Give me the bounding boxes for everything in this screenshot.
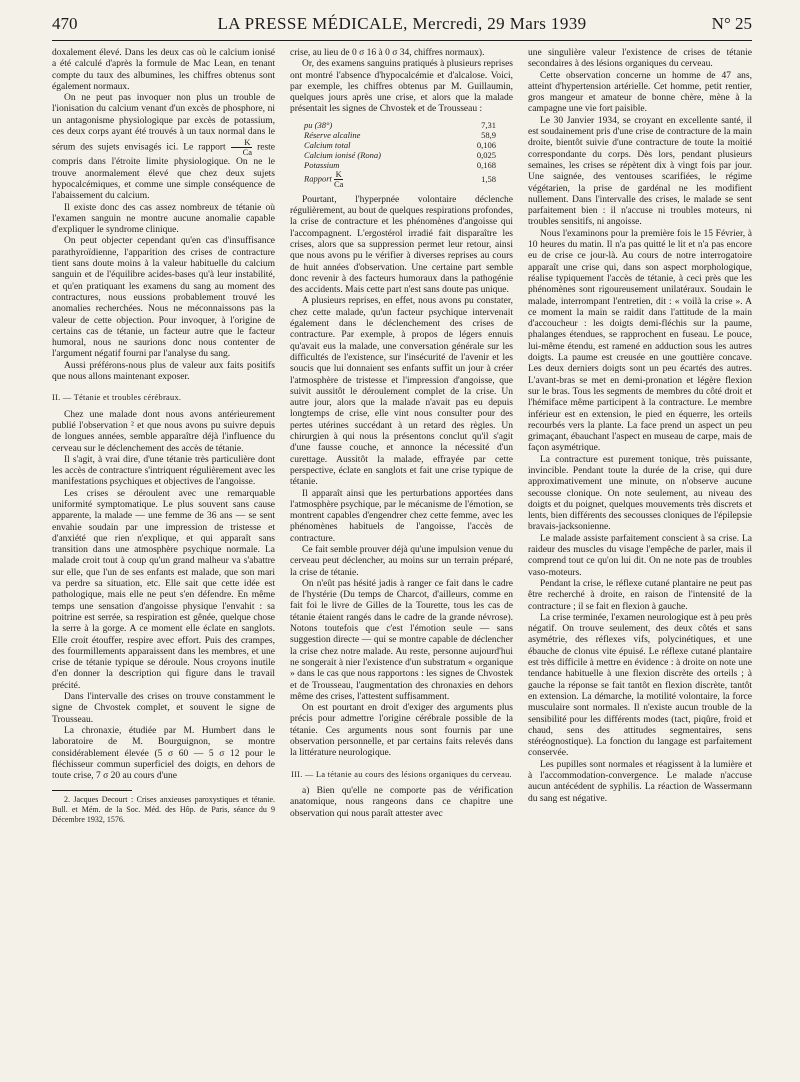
section-heading: III. — La tétanie au cours des lésions organiques du cerveau. [291, 769, 512, 779]
paragraph: Il apparaît ainsi que les perturbations apportées dans l'atmosphère psychique, par le mécanisme de l'émotion, se montrent capables d'engendrer chez cette femme, avec les phénomènes habituels de l'angoisse, l'accès de contracture. [290, 488, 513, 544]
column-1 [52, 48, 275, 825]
paragraph: une singulière valeur l'existence de crises de tétanie secondaires à des lésions organiques du cerveau. [528, 48, 752, 70]
paragraph: Il existe donc des cas assez nombreux de tétanie où l'examen sanguin ne montre aucune anomalie capable d'expliquer le syndrome clinique. [52, 202, 275, 236]
table-row: Réserve alcaline 58,9 [304, 129, 496, 140]
paragraph: doxalement élevé. Dans les deux cas où le calcium ionisé a été calculé d'après la formule de Mac Lean, en tenant compte du taux des albumines, les chiffres obtenus sont également normaux. [52, 48, 275, 92]
paragraph: Les crises se déroulent avec une remarquable uniformité symptomatique. Le plus souvent sans cause apparente, la malade — une femme de 36 ans — se sent envahie soudain par une impression de tristesse et d'anxiété que rien n'explique, et qui apparaît sans transition dans une atmosphère psychique normale. La malade croit tout à coup qu'un grand malheur va s'abattre sur elle, que l'un de ses enfants est malade, que son mari va perdre sa situation, etc. Elle sait que cette idée est pathologique, mais elle ne peut s'en défendre. En même temps une sensation d'angoisse physique l'envahit : sa poitrine est serrée, sa respiration est gênée, quelque chose la serre à la gorge. A ce moment elle éclate en sanglots. Elle croit étouffer, respire avec effort. Puis des crampes, des fourmillements apparaissent dans les membres, et une crise de tétanie typique se déroule. Nous croyons inutile d'en donner la description qui figure dans le travail précité. [52, 488, 275, 691]
table-row-ratio: Rapport $\frac{K}{Ca}$ 1,58 [304, 168, 496, 189]
paragraph: Il s'agit, à vrai dire, d'une tétanie très particulière dont les accès de contracture s'intriquent régulièrement avec les manifestations psychiques et objectives de l'angoisse. [52, 454, 275, 488]
page-number: 470 [52, 14, 78, 33]
masthead-title: LA PRESSE MÉDICALE, Mercredi, 29 Mars 1939 [217, 14, 587, 33]
issue-number: N° 25 [711, 14, 752, 33]
paragraph: Les pupilles sont normales et réagissent à la lumière et à l'accommodation-convergence. Le malade n'accuse aucun antécédent de syphilis. La réaction de Wassermann du sang est négative. [528, 759, 752, 804]
footnote-rule [52, 790, 132, 791]
paragraph: La crise terminée, l'examen neurologique est à peu près négatif. On trouve seulement, des deux côtés et sans asymétrie, des réflexes vifs, polycinétiques, et une ébauche de clonus vite épuisé. Le réflexe cutané plantaire est très difficile à mettre en évidence : à droite on note une tendance habituelle à une flexion discrète des orteils ; à gauche la réponse se fait tantôt en flexion discrète, tantôt en extension. La démarche, la motilité volontaire, la force musculaire sont normales. Il n'existe aucun trouble de la sensibilité pour les différents modes (tact, piqûre, froid et chaud, sens des attitudes segmentaires, sens stéréognostique). La fonction du langage est parfaitement conservée. [528, 612, 752, 759]
paragraph: Chez une malade dont nous avons antérieurement publié l'observation ² et que nous avons pu suivre depuis de longues années, semble apparaître déjà l'influence du cerveau sur le déclenchement des accès de tétanie. [52, 409, 275, 454]
ratio-fraction: $\frac{K}{Ca}$ [231, 138, 252, 157]
paragraph: La chronaxie, étudiée par M. Humbert dans le laboratoire de M. Bourguignon, se montre considérablement élevée (5 σ 60 — 5 σ 12 pour le fléchisseur commun superficiel des doigts, en dehors de toute crise, 7 σ 20 au cours d'une [52, 725, 275, 782]
paragraph: A plusieurs reprises, en effet, nous avons pu constater, chez cette malade, qu'un facteur psychique intervenait également dans le déclenchement des crises de contracture. Par exemple, à propos de légers ennuis qu'avait eus la malade, une conversation générale sur les difficultés de l'existence, sur l'insécurité de l'avenir et les soucis que lui donnaient ses enfants suffit un jour à créer l'atmosphère de tristesse et l'impression d'angoisse, que suivit aussitôt le déroulement complet de la crise. Un autre jour, alors que la malade n'avait pas eu depuis longtemps de crise, elle vint nous consulter pour des pertes utérines succédant à un retard des règles. Un chirurgien à qui nous la présentons conclut qu'il s'agit d'une fausse couche, et annonce la nécessité d'un curettage. Aussitôt la malade, effrayée par cette perspective, éclate en sanglots et fait une crise typique de tétanie. [290, 296, 513, 488]
table-row: Calcium ionisé (Rona) 0,025 [304, 149, 496, 160]
paragraph: On n'eût pas hésité jadis à ranger ce fait dans le cadre de l'hystérie (Du temps de Charcot, d'ailleurs, comme en fait foi le livre de Gilles de la Tourette, tous les cas de tétanie étaient rangés dans le cadre de la grande névrose). Notons toutefois que c'est l'émotion seule — sans suggestion directe — qui se montre capable de déclencher la crise chez notre malade. Au reste, personne aujourd'hui ne songerait à nier l'existence d'un substratum « organique » dans le cas que nous rapportons : les signes de Chvostek et de Trousseau, l'augmentation des chronaxies en dehors même des crises, l'attestent suffisamment. [290, 578, 513, 702]
paragraph: On peut objecter cependant qu'en cas d'insuffisance parathyroïdienne, l'apparition des crises de contracture tient sans doute moins à la valeur habituelle du calcium sanguin et de l'équilibre acides-bases qu'à leur instabilité, et qu'en pratiquant les examens du sang au moment des contractures, nous eussions probablement trouvé les anomalies recherchées. Nous ne méconnaissons pas la valeur de cette objection. Pour invoquer, à l'origine de certains cas de tétanie, un facteur autre que le facteur humoral, nous ne saurions donc nous contenter de l'argument négatif fourni par l'analyse du sang. [52, 236, 275, 360]
paragraph: On est pourtant en droit d'exiger des arguments plus précis pour admettre l'origine cérébrale possible de la tétanie. Ces arguments nous sont fournis par une observation personnelle, et par certains faits relevés dans la littérature neurologique. [290, 703, 513, 759]
paragraph: Pourtant, l'hyperpnée volontaire déclenche régulièrement, au bout de quelques respirations profondes, la crise de contracture et les phénomènes d'angoisse qui l'accompagnent. L'ergostérol irradié fait disparaître les crises, alors que sa suppression permet leur retour, ainsi que nous avons pu le vérifier à diverses reprises au cours de huit années d'observation. Une certaine part semble donc revenir à des facteurs humoraux dans la pathogénie des accidents. Mais cette part n'est sans doute pas unique. [290, 194, 513, 296]
blood-values-table [304, 120, 513, 189]
paragraph: Le 30 Janvier 1934, se croyant en excellente santé, il est soudainement pris d'une crise de contracture de la main droite, bientôt suivie d'une contracture de toute la moitié correspondante du corps. Dès lors, pendant plusieurs semaines, les crises se répètent dix à vingt fois par jour. Une saignée, des ventouses scarifiées, le régime végétarien, la prise de gardénal ne les modifient nullement. Dans l'intervalle des crises, le malade se sent parfaitement bien : il n'accuse ni troubles moteurs, ni troubles sensitifs, ni angoisse. [528, 115, 752, 228]
paragraph: On ne peut pas invoquer non plus un trouble de l'ionisation du calcium venant d'un excès de phosphore, ni un antagonisme physiologique par excès de potassium, ces deux corps ayant été trouvés à un taux normal dans le sérum des sujets envisagés ici. Le rapport $\frac{K}{Ca}$ reste compris dans l'étroite limite physiologique. On ne le trouve anormalement élevé que chez deux sujets hypocalcémiques, et comme une simple conséquence de l'abaissement du calcium. [52, 93, 276, 202]
table-row: Calcium total 0,106 [304, 139, 496, 150]
column-2 [290, 48, 513, 820]
paragraph: a) Bien qu'elle ne comporte pas de vérification anatomique, nous rangeons dans ce chapitre une observation qui nous paraît attester avec [290, 785, 513, 819]
page-header [52, 10, 752, 41]
paragraph: Aussi préférons-nous plus de valeur aux faits positifs que nous allons maintenant exposer. [52, 360, 275, 383]
paragraph: Or, des examens sanguins pratiqués à plusieurs reprises ont montré l'absence d'hypocalcémie et d'alcalose. Voici, par exemple, les chiffres obtenus par M. Guillaumin, quelques jours après une crise, et alors que la malade présentait les signes de Chvostek et de Trousseau : [290, 59, 513, 115]
paragraph: Ce fait semble prouver déjà qu'une impulsion venue du cerveau peut déclencher, au moins sur un terrain préparé, la crise de tétanie. [290, 544, 513, 578]
paragraph: Le malade assiste parfaitement conscient à sa crise. La raideur des muscles du visage l'empêche de parler, mais il comprend tout ce qu'on lui dit. On ne note pas de troubles vaso-moteurs. [528, 533, 752, 578]
section-heading: II. — Tétanie et troubles cérébraux. [52, 393, 182, 403]
table-row: pu (38°) 7,31 [304, 119, 496, 130]
paragraph: Cette observation concerne un homme de 47 ans, atteint d'hypertension artérielle. Cet homme, petit rentier, gros mangeur et amateur de bonne chère, mène à la campagne une vie fort paisible. [528, 70, 752, 115]
paragraph: Pendant la crise, le réflexe cutané plantaire ne peut pas être recherché à droite, en raison de l'intensité de la contracture ; il se fait en flexion à gauche. [528, 578, 752, 612]
paragraph: Dans l'intervalle des crises on trouve constamment le signe de Chvostek complet, et souvent le signe de Trousseau. [52, 692, 275, 725]
column-3 [528, 48, 752, 805]
paragraph: Nous l'examinons pour la première fois le 15 Février, à 10 heures du matin. Il n'a pas quitté le lit et n'a pas encore eu de crise ce jour-là. Au cours de notre interrogatoire apparaît une crise qui, dans son aspect morphologique, réalise typiquement l'accès de tétanie, à ceci près que les phénomènes sont rigoureusement unilatéraux. Soudain le malade, interrompant l'entretien, dit : « voilà la crise ». A ce moment la main se raidit dans l'attitude de la main d'accoucheur : les doigts demi-fléchis sur la paume, phalanges étendues, se rapprochent en fuseau. Le pouce, lui-même étendu, est ramené en adduction sous les autres doigts. La paume est creusée en une gouttière concave. Les deux derniers doigts sont un peu écartés des autres. L'avant-bras se met en demi-pronation et légère flexion sur le bras. Tous les segments de membres du côté droit et l'hémiface même participent à la contracture. Le membre inférieur est en extension, le pied en équerre, les orteils recourbés vers la plante. La face prend un aspect un peu grimaçant, ébauchant l'aspect en museau de carpe, mais de façon asymétrique. [528, 228, 752, 454]
paragraph: La contracture est purement tonique, très puissante, invincible. Pendant toute la durée de la crise, qui dure approximativement une minute, on n'observe aucune secousse clonique. On note seulement, au niveau des doigts et du poignet, quelques mouvements très discrets et lents, bien différents des secousses cloniques de l'épilepsie bravais-jacksonienne. [528, 454, 752, 533]
footnote: 2. Jacques Decourt : Crises anxieuses paroxystiques et tétanie. Bull. et Mém. de la Soc. Méd. des Hôp. de Paris, séance du 9 Décembre 1932, 1576. [52, 795, 275, 825]
paragraph: crise, au lieu de 0 σ 16 à 0 σ 34, chiffres normaux). [290, 48, 485, 58]
table-row: Potassium 0,168 [304, 159, 496, 170]
